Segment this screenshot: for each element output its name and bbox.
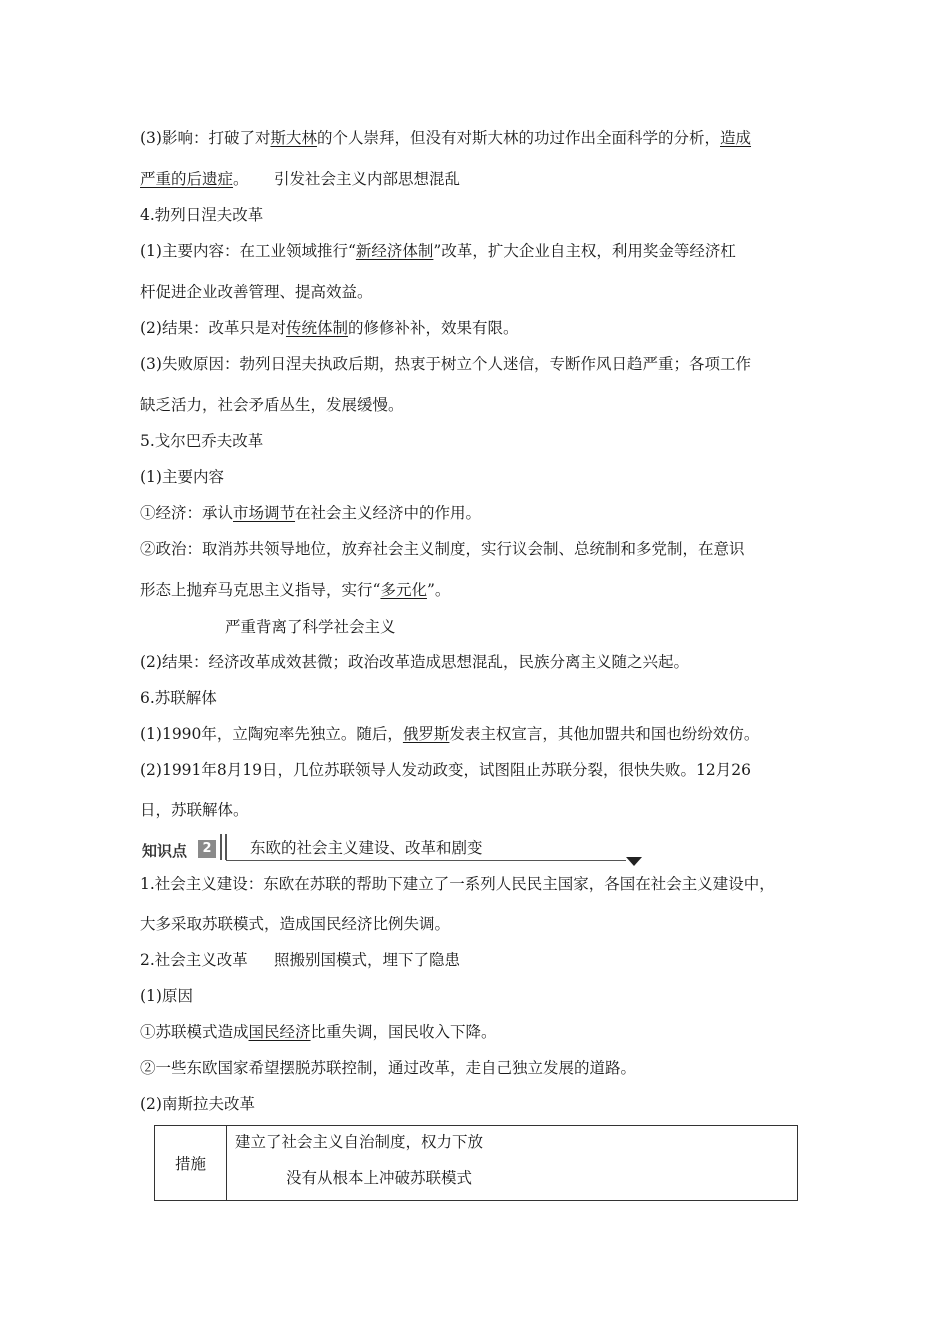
divider xyxy=(225,834,227,860)
underlined-term: 国民经济 xyxy=(248,1023,311,1041)
table-cell: 建立了社会主义自治制度，权力下放 xyxy=(235,1133,484,1151)
ee-reason-1 xyxy=(140,1022,497,1042)
text: (2)结果：改革只是对 xyxy=(140,319,286,337)
brezhnev-p1-line1 xyxy=(140,241,736,261)
triangle-marker-icon xyxy=(626,857,642,866)
underlined-term: 市场调节 xyxy=(233,504,296,522)
text: 发表主权宣言，其他加盟共和国也纷纷效仿。 xyxy=(449,725,760,743)
underlined-term: 新经济体制 xyxy=(355,242,434,260)
section-heading: 2.社会主义改革 xyxy=(140,951,248,969)
text: (3)影响：打破了对 xyxy=(140,129,271,147)
dissolution-p1 xyxy=(140,724,759,744)
underlined-term: 斯大林 xyxy=(270,129,317,147)
text: ①经济：承认 xyxy=(140,504,234,522)
text: (1)主要内容：在工业领域推行“ xyxy=(140,242,356,260)
table-header-cell: 措施 xyxy=(174,1155,206,1173)
brezhnev-p2 xyxy=(140,318,519,338)
text: (1)1990年，立陶宛率先独立。随后， xyxy=(140,725,403,743)
margin-note: 严重背离了科学社会主义 xyxy=(225,618,396,636)
brezhnev-p3-line2: 缺乏活力，社会矛盾丛生，发展缓慢。 xyxy=(140,396,404,414)
section-heading: 6.苏联解体 xyxy=(140,689,217,707)
margin-note: 引发社会主义内部思想混乱 xyxy=(274,170,461,188)
brezhnev-p3-line1: (3)失败原因：勃列日涅夫执政后期，热衷于树立个人迷信，专断作风日趋严重；各项工作 xyxy=(140,355,751,373)
divider xyxy=(226,860,626,861)
text: 形态上抛弃马克思主义指导，实行“ xyxy=(140,581,381,599)
underlined-term: 传统体制 xyxy=(285,319,348,337)
text: 比重失调，国民收入下降。 xyxy=(310,1023,497,1041)
impact-line-2 xyxy=(140,169,249,189)
gorbachev-sub1: (1)主要内容 xyxy=(140,468,224,486)
ee-reason: (1)原因 xyxy=(140,987,193,1005)
table-divider xyxy=(226,1126,227,1200)
margin-note: 照搬别国模式，埋下了隐患 xyxy=(274,951,461,969)
text: 的修修补补，效果有限。 xyxy=(347,319,519,337)
underlined-term: 俄罗斯 xyxy=(402,725,450,743)
dissolution-p2-line2: 日，苏联解体。 xyxy=(140,801,249,819)
section-heading: 4.勃列日涅夫改革 xyxy=(140,206,264,224)
text: 的个人崇拜，但没有对斯大林的功过作出全面科学的分析， xyxy=(316,129,720,147)
gorbachev-pol-line1: ②政治：取消苏共领导地位，放弃社会主义制度，实行议会制、总统制和多党制，在意识 xyxy=(140,540,745,558)
gorbachev-result: (2)结果：经济改革成效甚微；政治改革造成思想混乱，民族分离主义随之兴起。 xyxy=(140,653,689,671)
ee-reason-2: ②一些东欧国家希望摆脱苏联控制，通过改革，走自己独立发展的道路。 xyxy=(140,1059,637,1077)
margin-note: 没有从根本上冲破苏联模式 xyxy=(286,1169,473,1187)
gorbachev-pol-line2 xyxy=(140,580,450,600)
brezhnev-p1-line2: 杆促进企业改善管理、提高效益。 xyxy=(140,283,373,301)
underlined-term: 造成 xyxy=(720,129,752,147)
underlined-term: 多元化 xyxy=(380,581,427,599)
gorbachev-econ xyxy=(140,503,481,523)
text: ”改革，扩大企业自主权，利用奖金等经济杠 xyxy=(433,242,736,260)
ee-yugoslavia: (2)南斯拉夫改革 xyxy=(140,1095,255,1113)
text: ①苏联模式造成 xyxy=(140,1023,249,1041)
knowledge-point-label: 知识点 xyxy=(142,842,188,860)
text: 在社会主义经济中的作用。 xyxy=(295,504,482,522)
text: 。 xyxy=(233,170,249,188)
section-heading: 5.戈尔巴乔夫改革 xyxy=(140,432,264,450)
ee-c1-line1: 1.社会主义建设：东欧在苏联的帮助下建立了一系列人民民主国家，各国在社会主义建设中， xyxy=(140,875,775,893)
divider xyxy=(220,834,222,860)
underlined-term: 严重的后遗症 xyxy=(140,170,234,188)
knowledge-point-number-badge: 2 xyxy=(198,840,216,858)
measures-table xyxy=(154,1125,798,1201)
knowledge-point-title: 东欧的社会主义建设、改革和剧变 xyxy=(250,839,483,857)
impact-line-1 xyxy=(140,128,751,148)
text: ”。 xyxy=(426,581,451,599)
dissolution-p2-line1: (2)1991年8月19日，几位苏联领导人发动政变，试图阻止苏联分裂，很快失败。12月26 xyxy=(140,761,751,779)
ee-c1-line2: 大多采取苏联模式，造成国民经济比例失调。 xyxy=(140,915,451,933)
knowledge-point-header xyxy=(140,832,640,864)
